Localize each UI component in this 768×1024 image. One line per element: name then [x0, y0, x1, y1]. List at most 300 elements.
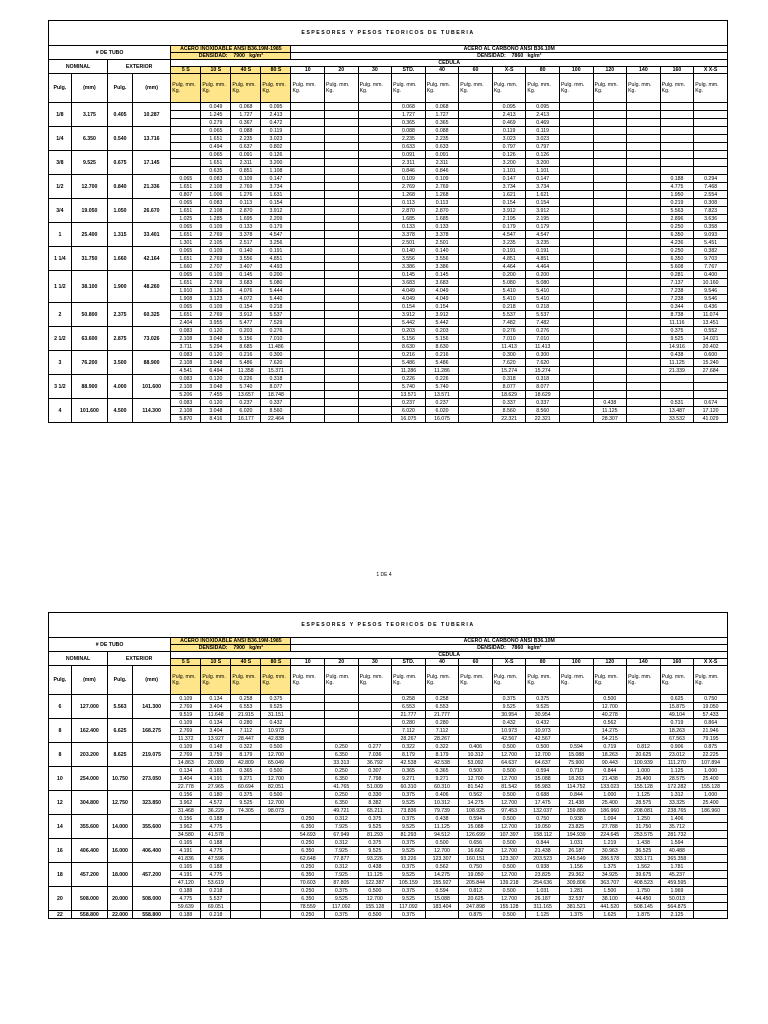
cell: 1.625	[593, 911, 627, 919]
cell	[593, 327, 627, 335]
cell	[291, 207, 325, 215]
cell: 0.500	[492, 863, 526, 871]
cell: 155.128	[694, 783, 728, 791]
size-ext-in: 2.375	[108, 303, 133, 327]
cell: 139.218	[492, 879, 526, 887]
cell: 508.145	[627, 903, 661, 911]
cell: 15.088	[425, 895, 459, 903]
cell: 107.397	[492, 831, 526, 839]
cell: 1.125	[526, 911, 560, 919]
cell	[660, 135, 694, 143]
cell: 10.973	[492, 727, 526, 735]
cell: 2.769	[201, 279, 231, 287]
cell: 6.494	[201, 367, 231, 375]
cell	[459, 183, 493, 191]
cell: 186.960	[694, 807, 728, 815]
cell: 108.925	[459, 807, 493, 815]
cell: 0.406	[425, 791, 459, 799]
cell: 16.177	[231, 415, 261, 423]
cell: 20.625	[627, 751, 661, 759]
cell: 35.712	[660, 823, 694, 831]
table-row	[49, 247, 728, 255]
cell: 7.455	[201, 391, 231, 399]
cell	[559, 343, 593, 351]
cell	[291, 415, 325, 423]
cell: 42.567	[492, 735, 526, 743]
cell	[358, 255, 392, 263]
cell: 8.179	[425, 751, 459, 759]
cell: 14.275	[425, 871, 459, 879]
size-ext-mm: 558.800	[132, 911, 170, 919]
cell	[559, 119, 593, 127]
unit-subheader: Pulg. mm. Kg.	[492, 74, 526, 103]
cell	[171, 119, 201, 127]
cell: 3.235	[526, 239, 560, 247]
cell: 0.083	[171, 399, 201, 407]
cell: 1.594	[660, 839, 694, 847]
cell	[593, 127, 627, 135]
cell: 0.812	[627, 743, 661, 751]
table-row	[49, 887, 728, 895]
cell	[694, 119, 728, 127]
size-nom-in: 3/4	[49, 199, 72, 223]
size-nom-in: 22	[49, 911, 72, 919]
cell: 0.165	[201, 767, 231, 775]
size-ext-in: 1.050	[108, 199, 133, 223]
size-nom-mm: 101.600	[71, 399, 107, 423]
cell: 1.268	[425, 191, 459, 199]
cell	[593, 295, 627, 303]
cell	[627, 231, 661, 239]
cell: 0.109	[171, 743, 201, 751]
table-row	[49, 719, 728, 727]
cell	[694, 111, 728, 119]
cell	[593, 167, 627, 175]
size-ext-mm: 26.670	[132, 199, 170, 223]
cell: 0.279	[201, 119, 231, 127]
cell: 0.065	[201, 151, 231, 159]
cell	[325, 415, 359, 423]
size-nom-in: 8	[49, 743, 72, 767]
cell: 0.065	[171, 271, 201, 279]
size-nom-mm: 6.350	[71, 127, 107, 151]
cell	[694, 151, 728, 159]
cell	[459, 383, 493, 391]
cell	[459, 735, 493, 743]
unit-subheader: Pulg. mm. Kg.	[171, 666, 201, 695]
cell	[459, 295, 493, 303]
cell: 0.500	[526, 743, 560, 751]
schedule-header: 60	[459, 659, 493, 666]
cell: 0.375	[526, 695, 560, 703]
cell: 18.748	[261, 391, 291, 399]
cell: 14.916	[660, 343, 694, 351]
cell	[559, 367, 593, 375]
cell: 7.925	[325, 823, 359, 831]
schedule-header: 120	[593, 659, 627, 666]
cell: 22.225	[694, 751, 728, 759]
cell: 65.211	[358, 807, 392, 815]
cell: 8.416	[201, 415, 231, 423]
cell	[559, 127, 593, 135]
cell: 9.525	[392, 847, 426, 855]
cell	[559, 295, 593, 303]
table-row	[49, 815, 728, 823]
cell	[660, 111, 694, 119]
cell: 0.277	[358, 743, 392, 751]
cell: 15.274	[492, 367, 526, 375]
cell: 0.188	[201, 815, 231, 823]
cell: 0.191	[261, 247, 291, 255]
cell: 253.575	[627, 831, 661, 839]
table-row	[49, 127, 728, 135]
cell	[291, 183, 325, 191]
cell: 1.651	[201, 135, 231, 143]
cell: 9.093	[694, 231, 728, 239]
schedule-header: 100	[559, 659, 593, 666]
cell	[459, 231, 493, 239]
cell: 11.116	[660, 319, 694, 327]
inox-label: ACERO INOXIDABLE ANSI B36.19M-1985	[171, 638, 291, 645]
cell: 0.562	[425, 863, 459, 871]
cell: 12.700	[492, 871, 526, 879]
cell: 12.700	[492, 847, 526, 855]
cell: 0.133	[231, 223, 261, 231]
size-ext-mm: 42.164	[132, 247, 170, 271]
cell	[358, 159, 392, 167]
cell: 8.382	[358, 799, 392, 807]
cell: 0.065	[201, 127, 231, 135]
size-nom-in: 16	[49, 839, 72, 863]
inox-density: DENSIDAD: 7900 kg/m³	[171, 645, 291, 652]
cell	[627, 247, 661, 255]
table-row	[49, 791, 728, 799]
cell: 1.651	[171, 279, 201, 287]
cell: 0.258	[231, 695, 261, 703]
cell: 7.620	[492, 359, 526, 367]
cell	[459, 703, 493, 711]
schedule-header: 80 S	[261, 67, 291, 74]
cell: 8.738	[660, 311, 694, 319]
cell	[358, 727, 392, 735]
cell: 0.188	[201, 863, 231, 871]
cell	[325, 111, 359, 119]
cell	[325, 719, 359, 727]
schedule-header: 80	[526, 67, 560, 74]
cell: 5.537	[261, 311, 291, 319]
cell	[261, 911, 291, 919]
cell	[291, 303, 325, 311]
cell	[459, 119, 493, 127]
unit-subheader: Pulg. mm. Kg.	[325, 666, 359, 695]
cell	[559, 263, 593, 271]
cell	[358, 263, 392, 271]
cell	[261, 895, 291, 903]
cell: 49.104	[660, 711, 694, 719]
cell: 1.727	[392, 111, 426, 119]
cell: 2.413	[492, 111, 526, 119]
cell: 117.092	[392, 903, 426, 911]
cell: 1.781	[660, 863, 694, 871]
cell: 4.775	[660, 183, 694, 191]
cell	[593, 359, 627, 367]
cell: 3.048	[201, 335, 231, 343]
cell: 117.092	[325, 903, 359, 911]
cell: 0.154	[231, 303, 261, 311]
cell: 0.375	[492, 695, 526, 703]
cell: 3.200	[261, 159, 291, 167]
cell: 0.750	[459, 863, 493, 871]
cell	[593, 383, 627, 391]
cell: 6.553	[392, 703, 426, 711]
cell: 0.500	[492, 911, 526, 919]
cell: 7.767	[694, 263, 728, 271]
cell: 12.700	[593, 703, 627, 711]
unit-subheader: Pulg. mm. Kg.	[261, 666, 291, 695]
size-ext-in: 10.750	[108, 767, 133, 791]
cell: 0.322	[425, 743, 459, 751]
unit-header: Pulg.	[108, 74, 133, 103]
cell: 1.695	[231, 215, 261, 223]
schedule-header: 140	[627, 67, 661, 74]
cell: 0.846	[425, 167, 459, 175]
cell: 1.375	[559, 911, 593, 919]
cell: 27.684	[694, 367, 728, 375]
cell: 0.145	[231, 271, 261, 279]
cell: 0.119	[261, 127, 291, 135]
cell	[593, 319, 627, 327]
cell: 0.165	[171, 839, 201, 847]
schedule-header: 40 S	[231, 659, 261, 666]
cell	[291, 119, 325, 127]
cell: 0.191	[526, 247, 560, 255]
cell: 247.898	[459, 903, 493, 911]
cell: 6.350	[325, 799, 359, 807]
cell	[291, 695, 325, 703]
cell: 28.267	[425, 735, 459, 743]
cell	[559, 711, 593, 719]
unit-subheader: Pulg. mm. Kg.	[660, 666, 694, 695]
cell	[559, 135, 593, 143]
cell	[627, 711, 661, 719]
cell: 6.350	[325, 775, 359, 783]
cell: 0.250	[325, 743, 359, 751]
cell	[325, 399, 359, 407]
cell: 2.125	[660, 911, 694, 919]
cell	[291, 247, 325, 255]
schedule-header: 140	[627, 659, 661, 666]
cell: 1.108	[261, 167, 291, 175]
cell	[459, 359, 493, 367]
cell: 0.250	[325, 791, 359, 799]
cell: 0.250	[291, 863, 325, 871]
cell	[291, 343, 325, 351]
schedule-header: 10 S	[201, 67, 231, 74]
cell: 67.949	[325, 831, 359, 839]
cell: 0.851	[231, 167, 261, 175]
cell: 0.113	[231, 199, 261, 207]
cell	[261, 879, 291, 887]
cell: 0.134	[201, 695, 231, 703]
cell: 0.375	[392, 839, 426, 847]
cell: 0.300	[492, 351, 526, 359]
cell: 7.482	[526, 319, 560, 327]
size-nom-mm: 63.600	[71, 327, 107, 351]
cell: 0.500	[492, 767, 526, 775]
cell: 3.734	[492, 183, 526, 191]
cell: 4.049	[425, 295, 459, 303]
cell	[358, 375, 392, 383]
cell: 1.156	[559, 863, 593, 871]
cell: 0.154	[492, 199, 526, 207]
cell	[459, 271, 493, 279]
unit-header: (mm)	[71, 666, 107, 695]
cell: 7.036	[358, 751, 392, 759]
cell: 0.200	[526, 271, 560, 279]
cell: 0.147	[526, 175, 560, 183]
cell: 0.337	[492, 399, 526, 407]
schedule-header: 5 S	[171, 659, 201, 666]
cell	[358, 111, 392, 119]
size-nom-in: 6	[49, 695, 72, 719]
cell	[358, 279, 392, 287]
cell: 0.156	[171, 791, 201, 799]
cell	[358, 167, 392, 175]
cell: 4.541	[171, 367, 201, 375]
cell: 7.112	[231, 727, 261, 735]
cell	[593, 191, 627, 199]
cell	[694, 903, 728, 911]
cell: 21.777	[425, 711, 459, 719]
table-title: ESPESORES Y PESOS TEORICOS DE TUBERIA	[49, 21, 728, 46]
cell: 15.088	[459, 823, 493, 831]
size-ext-in: 22.000	[108, 911, 133, 919]
cell	[459, 143, 493, 151]
cell: 36.792	[358, 759, 392, 767]
cell: 0.188	[201, 839, 231, 847]
cell: 3.378	[392, 231, 426, 239]
cell	[459, 415, 493, 423]
cell: 5.294	[201, 343, 231, 351]
cell: 1.750	[627, 887, 661, 895]
cell	[325, 191, 359, 199]
cell: 5.156	[425, 335, 459, 343]
cell: 0.280	[392, 719, 426, 727]
size-ext-in: 8.625	[108, 743, 133, 767]
cell	[261, 887, 291, 895]
cell: 1.651	[171, 255, 201, 263]
cell: 0.472	[261, 119, 291, 127]
cell: 7.112	[392, 727, 426, 735]
cell	[559, 391, 593, 399]
size-nom-mm: 508.000	[71, 887, 107, 911]
cedula-label: CEDULA	[171, 60, 728, 67]
cell	[660, 159, 694, 167]
cell: 0.432	[492, 719, 526, 727]
cell	[593, 311, 627, 319]
table-row	[49, 863, 728, 871]
cell	[593, 271, 627, 279]
cell	[459, 255, 493, 263]
cell: 8.077	[526, 383, 560, 391]
cell: 15.088	[559, 751, 593, 759]
cell: 0.375	[392, 791, 426, 799]
unit-subheader: Pulg. mm. Kg.	[694, 74, 728, 103]
cell: 4.076	[231, 287, 261, 295]
cell: 22.778	[171, 783, 201, 791]
cell: 12.700	[492, 895, 526, 903]
unit-subheader: Pulg. mm. Kg.	[559, 74, 593, 103]
schedule-header: 60	[459, 67, 493, 74]
cell	[231, 887, 261, 895]
cell: 172.282	[660, 783, 694, 791]
cell: 11.125	[593, 407, 627, 415]
cell: 0.250	[325, 767, 359, 775]
table-row	[49, 199, 728, 207]
cell: 21.777	[392, 711, 426, 719]
cell: 0.109	[392, 175, 426, 183]
carbon-label: ACERO AL CARBONO ANSI B36.10M	[291, 638, 728, 645]
cell	[593, 151, 627, 159]
cell: 6.350	[291, 871, 325, 879]
cell: 9.519	[171, 711, 201, 719]
cell: 5.740	[425, 383, 459, 391]
cell: 81.542	[459, 783, 493, 791]
cell: 1.219	[593, 839, 627, 847]
cell: 0.188	[660, 175, 694, 183]
cell: 53.619	[201, 879, 231, 887]
cell: 133.023	[593, 783, 627, 791]
cell: 94.512	[425, 831, 459, 839]
cell	[627, 191, 661, 199]
cell	[261, 815, 291, 823]
cell: 2.769	[171, 751, 201, 759]
size-nom-in: 3/8	[49, 151, 72, 175]
size-nom-in: 2 1/2	[49, 327, 72, 351]
cell: 224.645	[593, 831, 627, 839]
cell: 0.065	[171, 223, 201, 231]
cell	[358, 415, 392, 423]
cell	[291, 407, 325, 415]
cell: 0.109	[201, 271, 231, 279]
cell: 21.339	[660, 367, 694, 375]
cell: 0.126	[492, 151, 526, 159]
cell	[325, 351, 359, 359]
cell: 0.938	[526, 863, 560, 871]
cell: 0.375	[261, 695, 291, 703]
cell: 1.245	[201, 111, 231, 119]
cell: 0.494	[201, 143, 231, 151]
cell: 0.552	[694, 327, 728, 335]
size-nom-mm: 88.900	[71, 375, 107, 399]
cell	[358, 711, 392, 719]
cell	[459, 207, 493, 215]
cell	[325, 103, 359, 111]
cell: 0.500	[593, 695, 627, 703]
cell: 9.525	[392, 823, 426, 831]
cell	[325, 271, 359, 279]
cell	[291, 359, 325, 367]
cell	[559, 287, 593, 295]
cell: 0.500	[492, 887, 526, 895]
cell: 0.179	[261, 223, 291, 231]
cell	[291, 711, 325, 719]
cell: 9.525	[325, 895, 359, 903]
cell: 0.216	[425, 351, 459, 359]
cell: 10.160	[694, 279, 728, 287]
cell: 2.209	[261, 215, 291, 223]
cell	[358, 183, 392, 191]
